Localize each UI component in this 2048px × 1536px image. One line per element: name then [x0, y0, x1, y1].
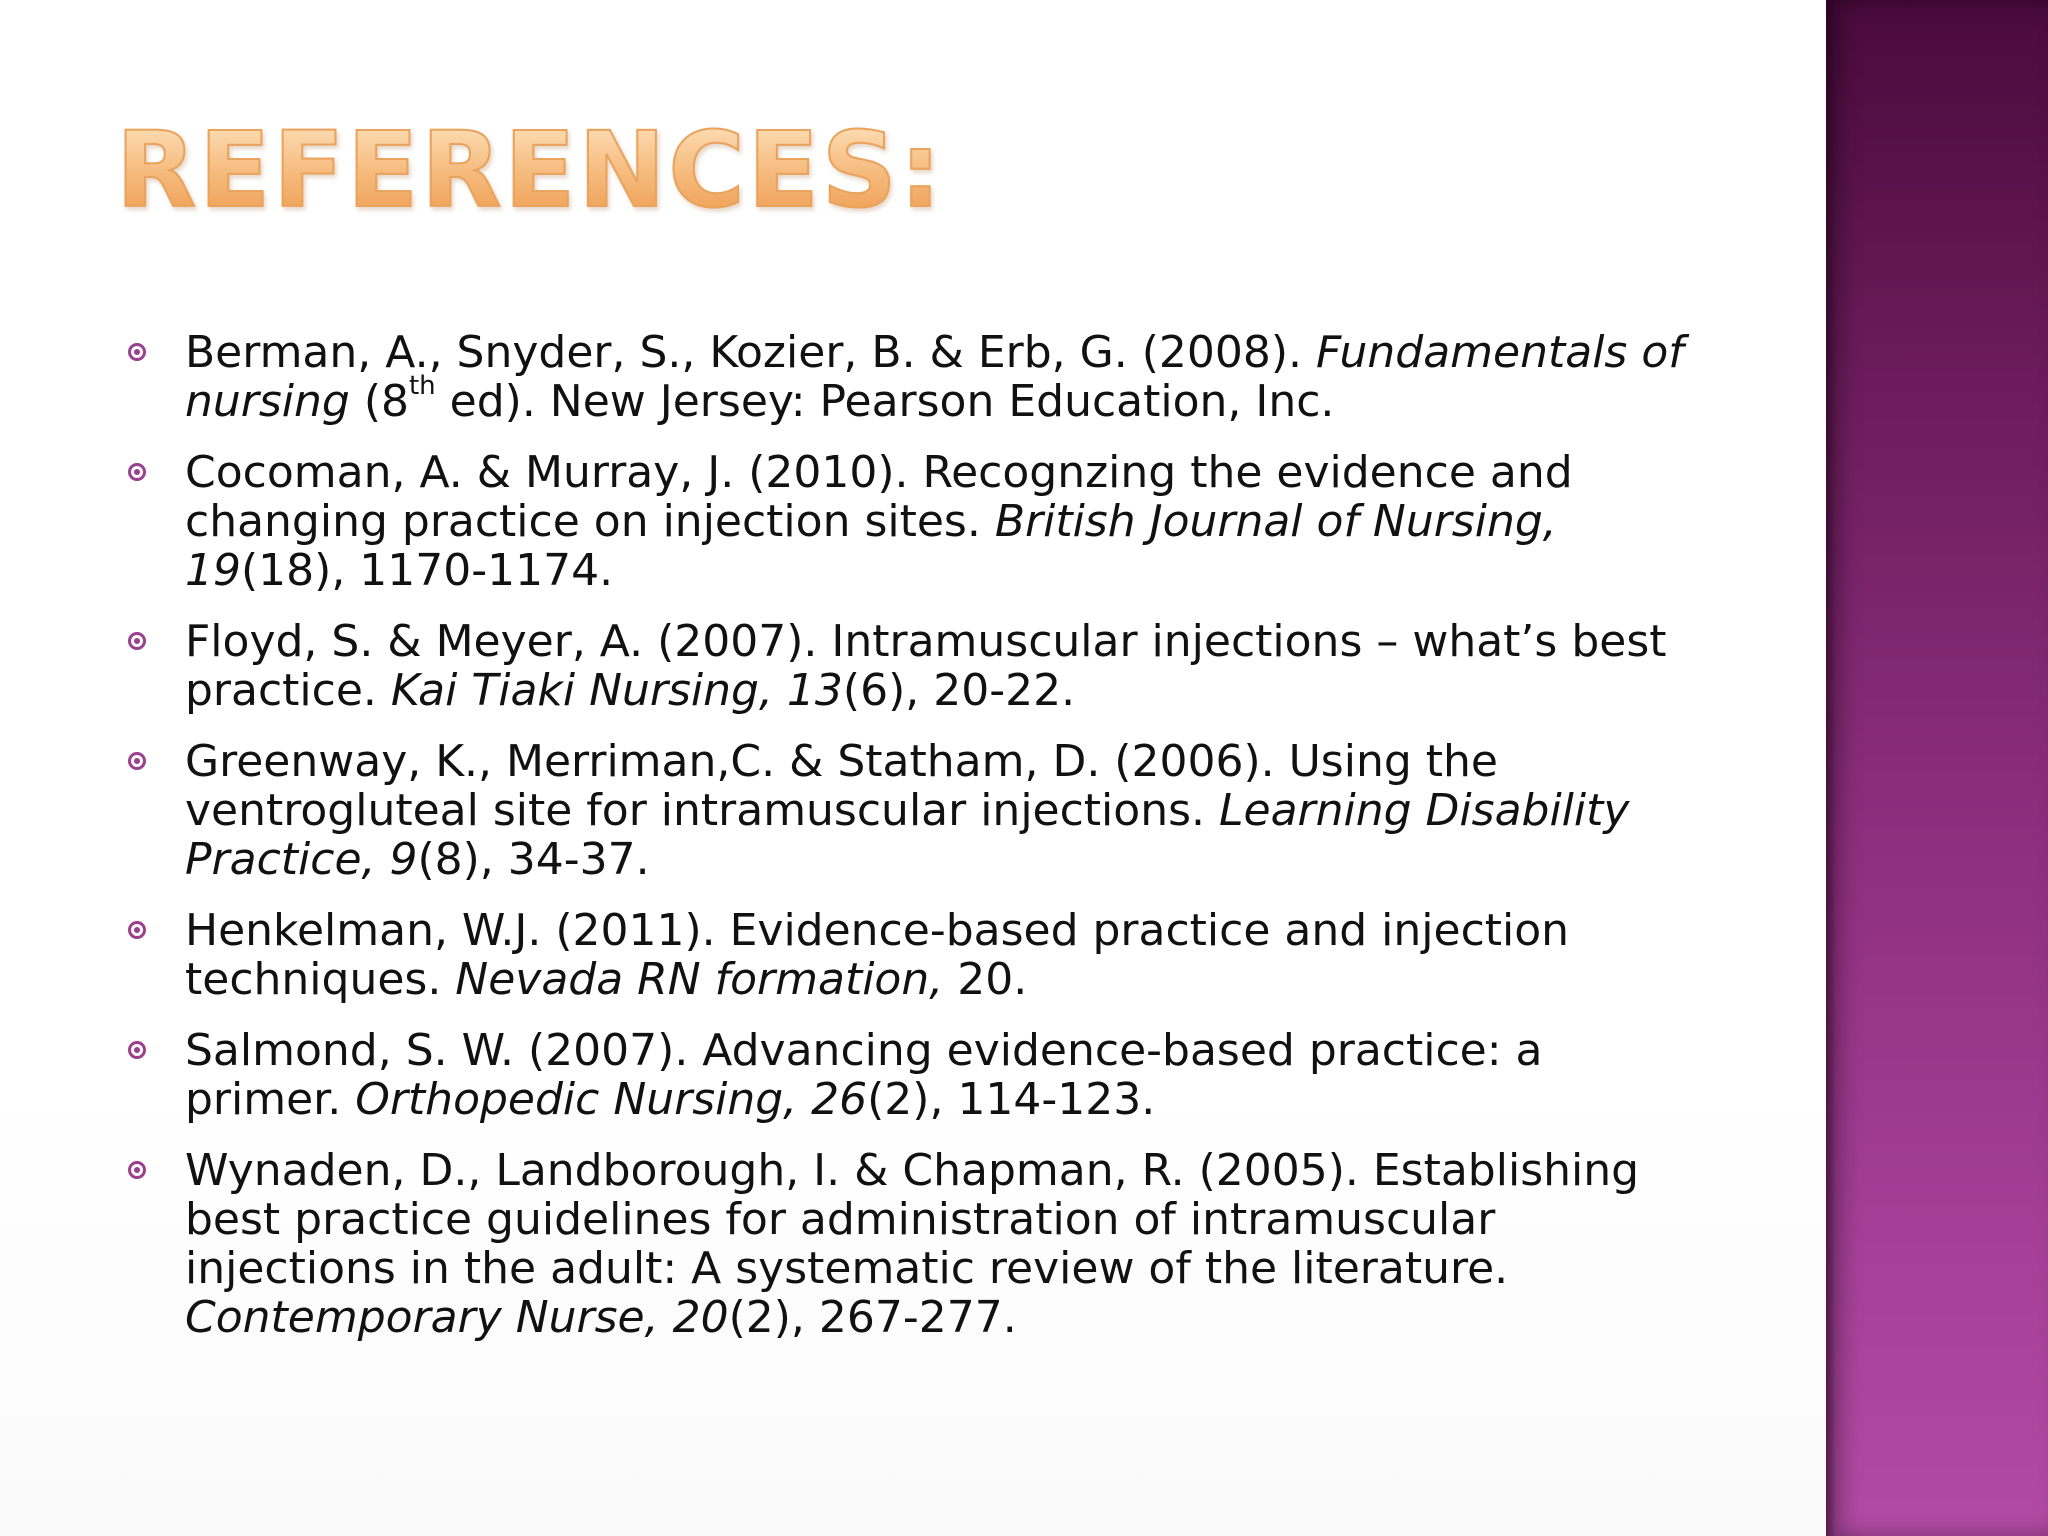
reference-item-salmond [112, 1026, 1712, 1124]
reference-list [112, 328, 1712, 1364]
reference-book-title: Fundamentals of nursing [185, 327, 1684, 427]
reference-pages: (2), 267-277. [728, 1292, 1017, 1343]
slide-title: REFERENCES: [116, 109, 945, 231]
reference-item-greenway [112, 737, 1712, 884]
decorative-sidebar [1826, 0, 2048, 1536]
circled-dot-icon [128, 463, 146, 481]
reference-journal: Orthopedic Nursing, 26 [355, 1074, 868, 1125]
reference-pages: (6), 20-22. [842, 665, 1076, 716]
reference-pages: (2), 114-123. [867, 1074, 1156, 1125]
circled-dot-icon [128, 1041, 146, 1059]
reference-authors: Wynaden, D., Landborough, I. & Chapman, R. (2005). Establishing best practice guidelines for administration of intramuscular injections in the adult: A systematic review of the literature. [185, 1145, 1640, 1294]
circled-dot-icon [128, 632, 146, 650]
reference-item-berman [112, 328, 1712, 426]
reference-authors: Floyd, S. & Meyer, A. (2007). Intramuscular injections – what’s best practice. [185, 616, 1667, 716]
reference-journal: Learning Disability Practice, 9 [185, 785, 1630, 885]
reference-item-henkelman [112, 906, 1712, 1004]
circled-dot-icon [128, 343, 146, 361]
reference-journal: Contemporary Nurse, 20 [185, 1292, 729, 1343]
circled-dot-icon [128, 752, 146, 770]
circled-dot-icon [128, 921, 146, 939]
reference-item-cocoman [112, 448, 1712, 595]
reference-authors: Cocoman, A. & Murray, J. (2010). Recognzing the evidence and changing practice on injection sites. [185, 447, 1573, 547]
reference-edition-prefix: (8 [349, 376, 409, 427]
reference-pages: (18), 1170-1174. [241, 545, 614, 596]
reference-journal: British Journal of Nursing, 19 [185, 496, 1557, 596]
circled-dot-icon [128, 1161, 146, 1179]
reference-publisher: ed). New Jersey: Pearson Education, Inc. [435, 376, 1335, 427]
reference-authors: Greenway, K., Merriman,C. & Statham, D. (2006). Using the ventrogluteal site for intramuscular injections. [185, 736, 1498, 836]
reference-edition-superscript: th [408, 371, 436, 402]
reference-journal: Kai Tiaki Nursing, 13 [390, 665, 843, 716]
reference-authors: Berman, A., Snyder, S., Kozier, B. & Erb, G. (2008). [185, 327, 1316, 378]
reference-pages: (8), 34-37. [417, 834, 650, 885]
reference-authors: Henkelman, W.J. (2011). Evidence-based practice and injection techniques. [185, 905, 1570, 1005]
reference-journal: Nevada RN formation, [455, 954, 944, 1005]
reference-item-wynaden [112, 1146, 1712, 1342]
reference-item-floyd [112, 617, 1712, 715]
reference-authors: Salmond, S. W. (2007). Advancing evidence-based practice: a primer. [185, 1025, 1543, 1125]
reference-pages: 20. [943, 954, 1028, 1005]
